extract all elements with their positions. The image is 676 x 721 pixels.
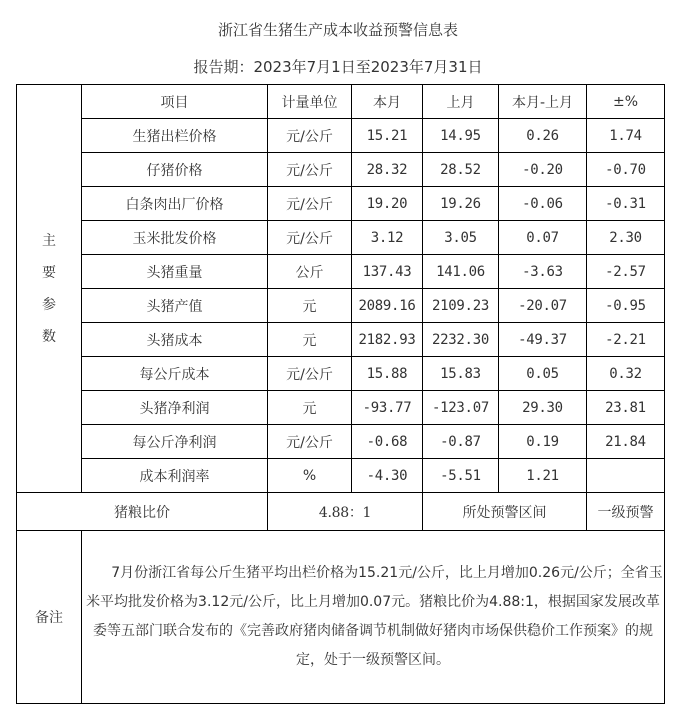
last-month-cell: 2109.23: [423, 289, 499, 323]
document-title: 浙江省生猪生产成本收益预警信息表: [217, 21, 458, 39]
header-diff: 本月-上月: [499, 85, 587, 119]
pig-cost-benefit-table: [16, 84, 665, 704]
header-pct: ±%: [587, 85, 665, 119]
this-month-cell: -93.77: [352, 391, 423, 425]
main-parameters-label: [17, 85, 82, 493]
unit-cell: 元: [268, 323, 352, 357]
item-cell: 头猪产值: [82, 289, 268, 323]
side-char: 数: [42, 328, 56, 345]
this-month-cell: 137.43: [352, 255, 423, 289]
this-month-cell: -4.30: [352, 459, 423, 493]
table-row: [17, 153, 665, 187]
diff-cell: 0.19: [499, 425, 587, 459]
unit-cell: 元/公斤: [268, 425, 352, 459]
item-cell: 头猪净利润: [82, 391, 268, 425]
this-month-cell: 3.12: [352, 221, 423, 255]
item-cell: 仔猪价格: [82, 153, 268, 187]
item-cell: 玉米批发价格: [82, 221, 268, 255]
unit-cell: 元/公斤: [268, 357, 352, 391]
item-cell: 成本利润率: [82, 459, 268, 493]
table-row: [17, 289, 665, 323]
warning-zone-value: 一级预警: [587, 493, 665, 531]
last-month-cell: -5.51: [423, 459, 499, 493]
table-row: [17, 187, 665, 221]
last-month-cell: 15.83: [423, 357, 499, 391]
unit-cell: 元/公斤: [268, 221, 352, 255]
diff-cell: 29.30: [499, 391, 587, 425]
pct-cell: 2.30: [587, 221, 665, 255]
unit-cell: %: [268, 459, 352, 493]
header-this-month: 本月: [352, 85, 423, 119]
diff-cell: -3.63: [499, 255, 587, 289]
ratio-value: 4.88：1: [268, 493, 423, 531]
last-month-cell: 2232.30: [423, 323, 499, 357]
table-row: [17, 323, 665, 357]
this-month-cell: 2089.16: [352, 289, 423, 323]
unit-cell: 元/公斤: [268, 153, 352, 187]
diff-cell: 0.05: [499, 357, 587, 391]
last-month-cell: -123.07: [423, 391, 499, 425]
table-row: [17, 221, 665, 255]
pct-cell: 21.84: [587, 425, 665, 459]
pct-cell: 23.81: [587, 391, 665, 425]
pct-cell: -2.21: [587, 323, 665, 357]
pct-cell: -0.95: [587, 289, 665, 323]
item-cell: 每公斤净利润: [82, 425, 268, 459]
item-cell: 头猪成本: [82, 323, 268, 357]
diff-cell: 0.07: [499, 221, 587, 255]
warning-zone-label: 所处预警区间: [423, 493, 587, 531]
side-char: 主: [42, 232, 56, 249]
table-row: [17, 425, 665, 459]
unit-cell: 元/公斤: [268, 119, 352, 153]
remarks-text: 7月份浙江省每公斤生猪平均出栏价格为15.21元/公斤，比上月增加0.26元/公斤；全省玉米平均批发价格为3.12元/公斤，比上月增加0.07元。猪粮比价为4.88:1，根据国家发展改革委等五部门联合发布的《完善政府猪肉储备调节机制做好猪肉市场保供稳价工作预案》的规定，处于一级预警区间。: [82, 531, 665, 704]
this-month-cell: 19.20: [352, 187, 423, 221]
diff-cell: -49.37: [499, 323, 587, 357]
header-last-month: 上月: [423, 85, 499, 119]
side-char: 参: [42, 296, 56, 313]
item-cell: 白条肉出厂价格: [82, 187, 268, 221]
this-month-cell: -0.68: [352, 425, 423, 459]
remarks-label: 备注: [17, 531, 82, 704]
unit-cell: 元: [268, 391, 352, 425]
ratio-label: 猪粮比价: [17, 493, 268, 531]
pct-cell: 1.74: [587, 119, 665, 153]
pct-cell: [587, 459, 665, 493]
item-cell: 每公斤成本: [82, 357, 268, 391]
this-month-cell: 15.88: [352, 357, 423, 391]
table-row: [17, 255, 665, 289]
table-row: [17, 119, 665, 153]
last-month-cell: 19.26: [423, 187, 499, 221]
diff-cell: -20.07: [499, 289, 587, 323]
diff-cell: -0.06: [499, 187, 587, 221]
diff-cell: 0.26: [499, 119, 587, 153]
last-month-cell: 3.05: [423, 221, 499, 255]
header-item: 项目: [82, 85, 268, 119]
item-cell: 头猪重量: [82, 255, 268, 289]
diff-cell: 1.21: [499, 459, 587, 493]
remarks-row: [17, 531, 665, 704]
pct-cell: -0.31: [587, 187, 665, 221]
table-row: [17, 459, 665, 493]
pct-cell: -0.70: [587, 153, 665, 187]
table-row: [17, 391, 665, 425]
pct-cell: 0.32: [587, 357, 665, 391]
this-month-cell: 15.21: [352, 119, 423, 153]
header-row: [17, 85, 665, 119]
last-month-cell: 141.06: [423, 255, 499, 289]
unit-cell: 元/公斤: [268, 187, 352, 221]
unit-cell: 元: [268, 289, 352, 323]
unit-cell: 公斤: [268, 255, 352, 289]
this-month-cell: 2182.93: [352, 323, 423, 357]
this-month-cell: 28.32: [352, 153, 423, 187]
last-month-cell: -0.87: [423, 425, 499, 459]
header-unit: 计量单位: [268, 85, 352, 119]
diff-cell: -0.20: [499, 153, 587, 187]
last-month-cell: 28.52: [423, 153, 499, 187]
side-char: 要: [42, 264, 56, 281]
pct-cell: -2.57: [587, 255, 665, 289]
last-month-cell: 14.95: [423, 119, 499, 153]
table-row: [17, 357, 665, 391]
report-period: 报告期：2023年7月1日至2023年7月31日: [193, 58, 483, 76]
hog-grain-ratio-row: [17, 493, 665, 531]
item-cell: 生猪出栏价格: [82, 119, 268, 153]
